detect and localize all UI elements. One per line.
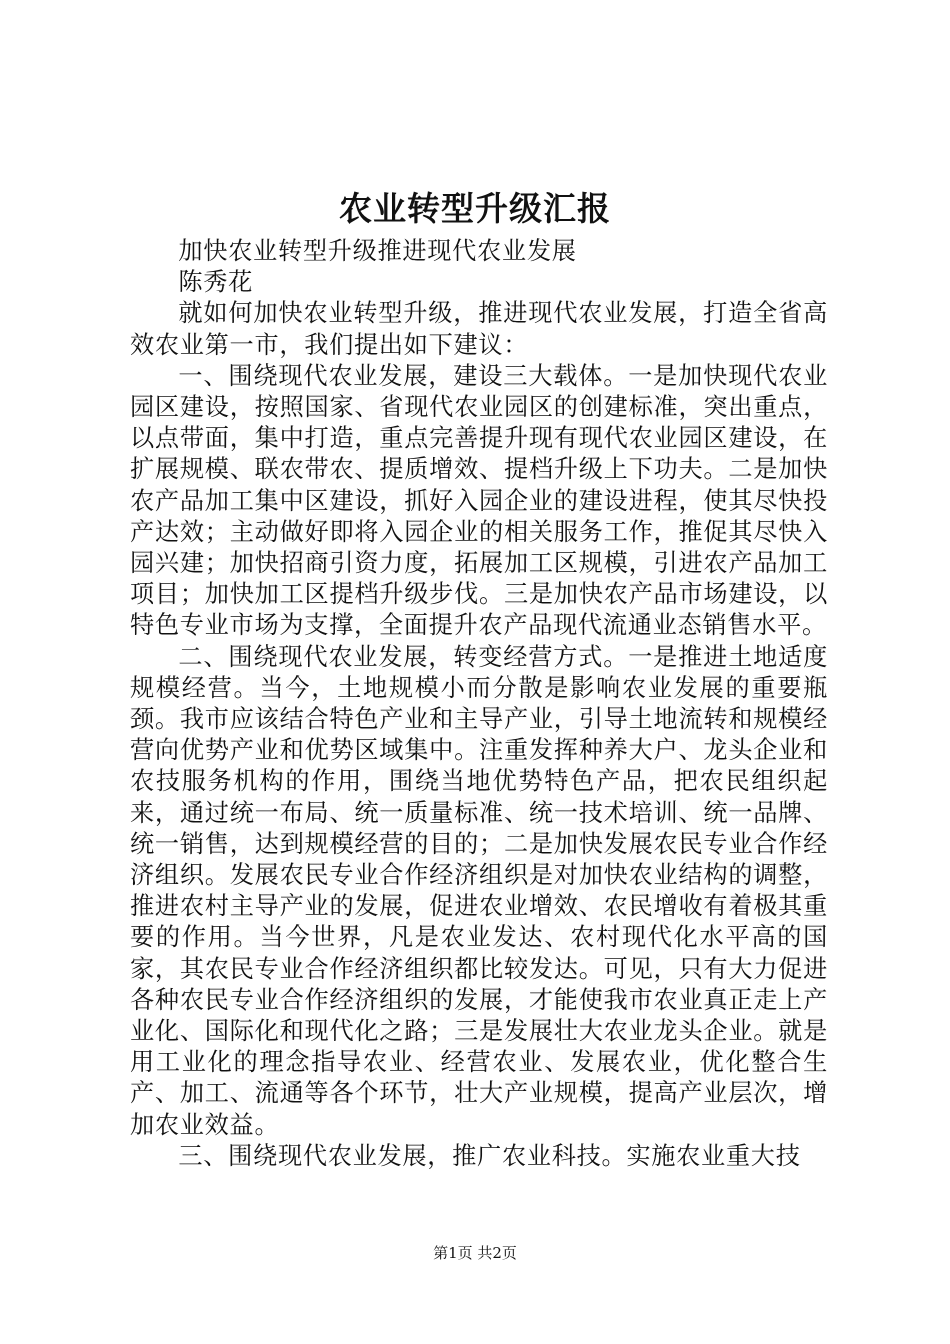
section-three-paragraph: 三、围绕现代农业发展，推广农业科技。实施农业重大技: [178, 1141, 801, 1170]
document-title: 农业转型升级汇报: [339, 189, 611, 228]
section-two-paragraph: 二、围绕现代农业发展，转变经营方式。一是推进土地适度规模经营。当今，土地规模小而分散是影响农业发展的重要瓶颈。我市应该结合特色产业和主导产业，引导土地流转和规模经营向优势产业和优势区域集中。注重发挥种养大户、龙头企业和农技服务机构的作用，围绕当地优势特色产品，把农民组织起来，通过统一布局、统一质量标准、统一技术培训、统一品牌、统一销售，达到规模经营的目的；二是加快发展农民专业合作经济组织。发展农民专业合作经济组织是对加快农业结构的调整，推进农村主导产业的发展，促进农业增效、农民增收有着极其重要的作用。当今世界，凡是农业发达、农村现代化水平高的国家，其农民专业合作经济组织都比较发达。可见，只有大力促进各种农民专业合作经济组织的发展，才能使我市农业真正走上产业化、国际化和现代化之路；三是发展壮大农业龙头企业。就是用工业化的理念指导农业、经营农业、发展农业，优化整合生产、加工、流通等各个环节，壮大产业规模，提高产业层次，增加农业效益。: [130, 642, 828, 1139]
section-one-paragraph: 一、围绕现代农业发展，建设三大载体。一是加快现代农业园区建设，按照国家、省现代农业园区的创建标准，突出重点，以点带面，集中打造，重点完善提升现有现代农业园区建设，在扩展规模、联农带农、提质增效、提档升级上下功夫。二是加快农产品加工集中区建设，抓好入园企业的建设进程，使其尽快投产达效；主动做好即将入园企业的相关服务工作，推促其尽快入园兴建；加快招商引资力度，拓展加工区规模，引进农产品加工项目；加快加工区提档升级步伐。三是加快农产品市场建设，以特色专业市场为支撑，全面提升农产品现代流通业态销售水平。: [130, 361, 828, 640]
author-paragraph: 陈秀花: [178, 268, 254, 297]
subtitle-paragraph: 加快农业转型升级推进现代农业发展: [178, 237, 577, 265]
document-body: [130, 236, 828, 1172]
page-footer: 第1页 共2页: [433, 1244, 517, 1262]
intro-paragraph: 就如何加快农业转型升级，推进现代农业发展，打造全省高效农业第一市，我们提出如下建议：: [130, 299, 828, 359]
